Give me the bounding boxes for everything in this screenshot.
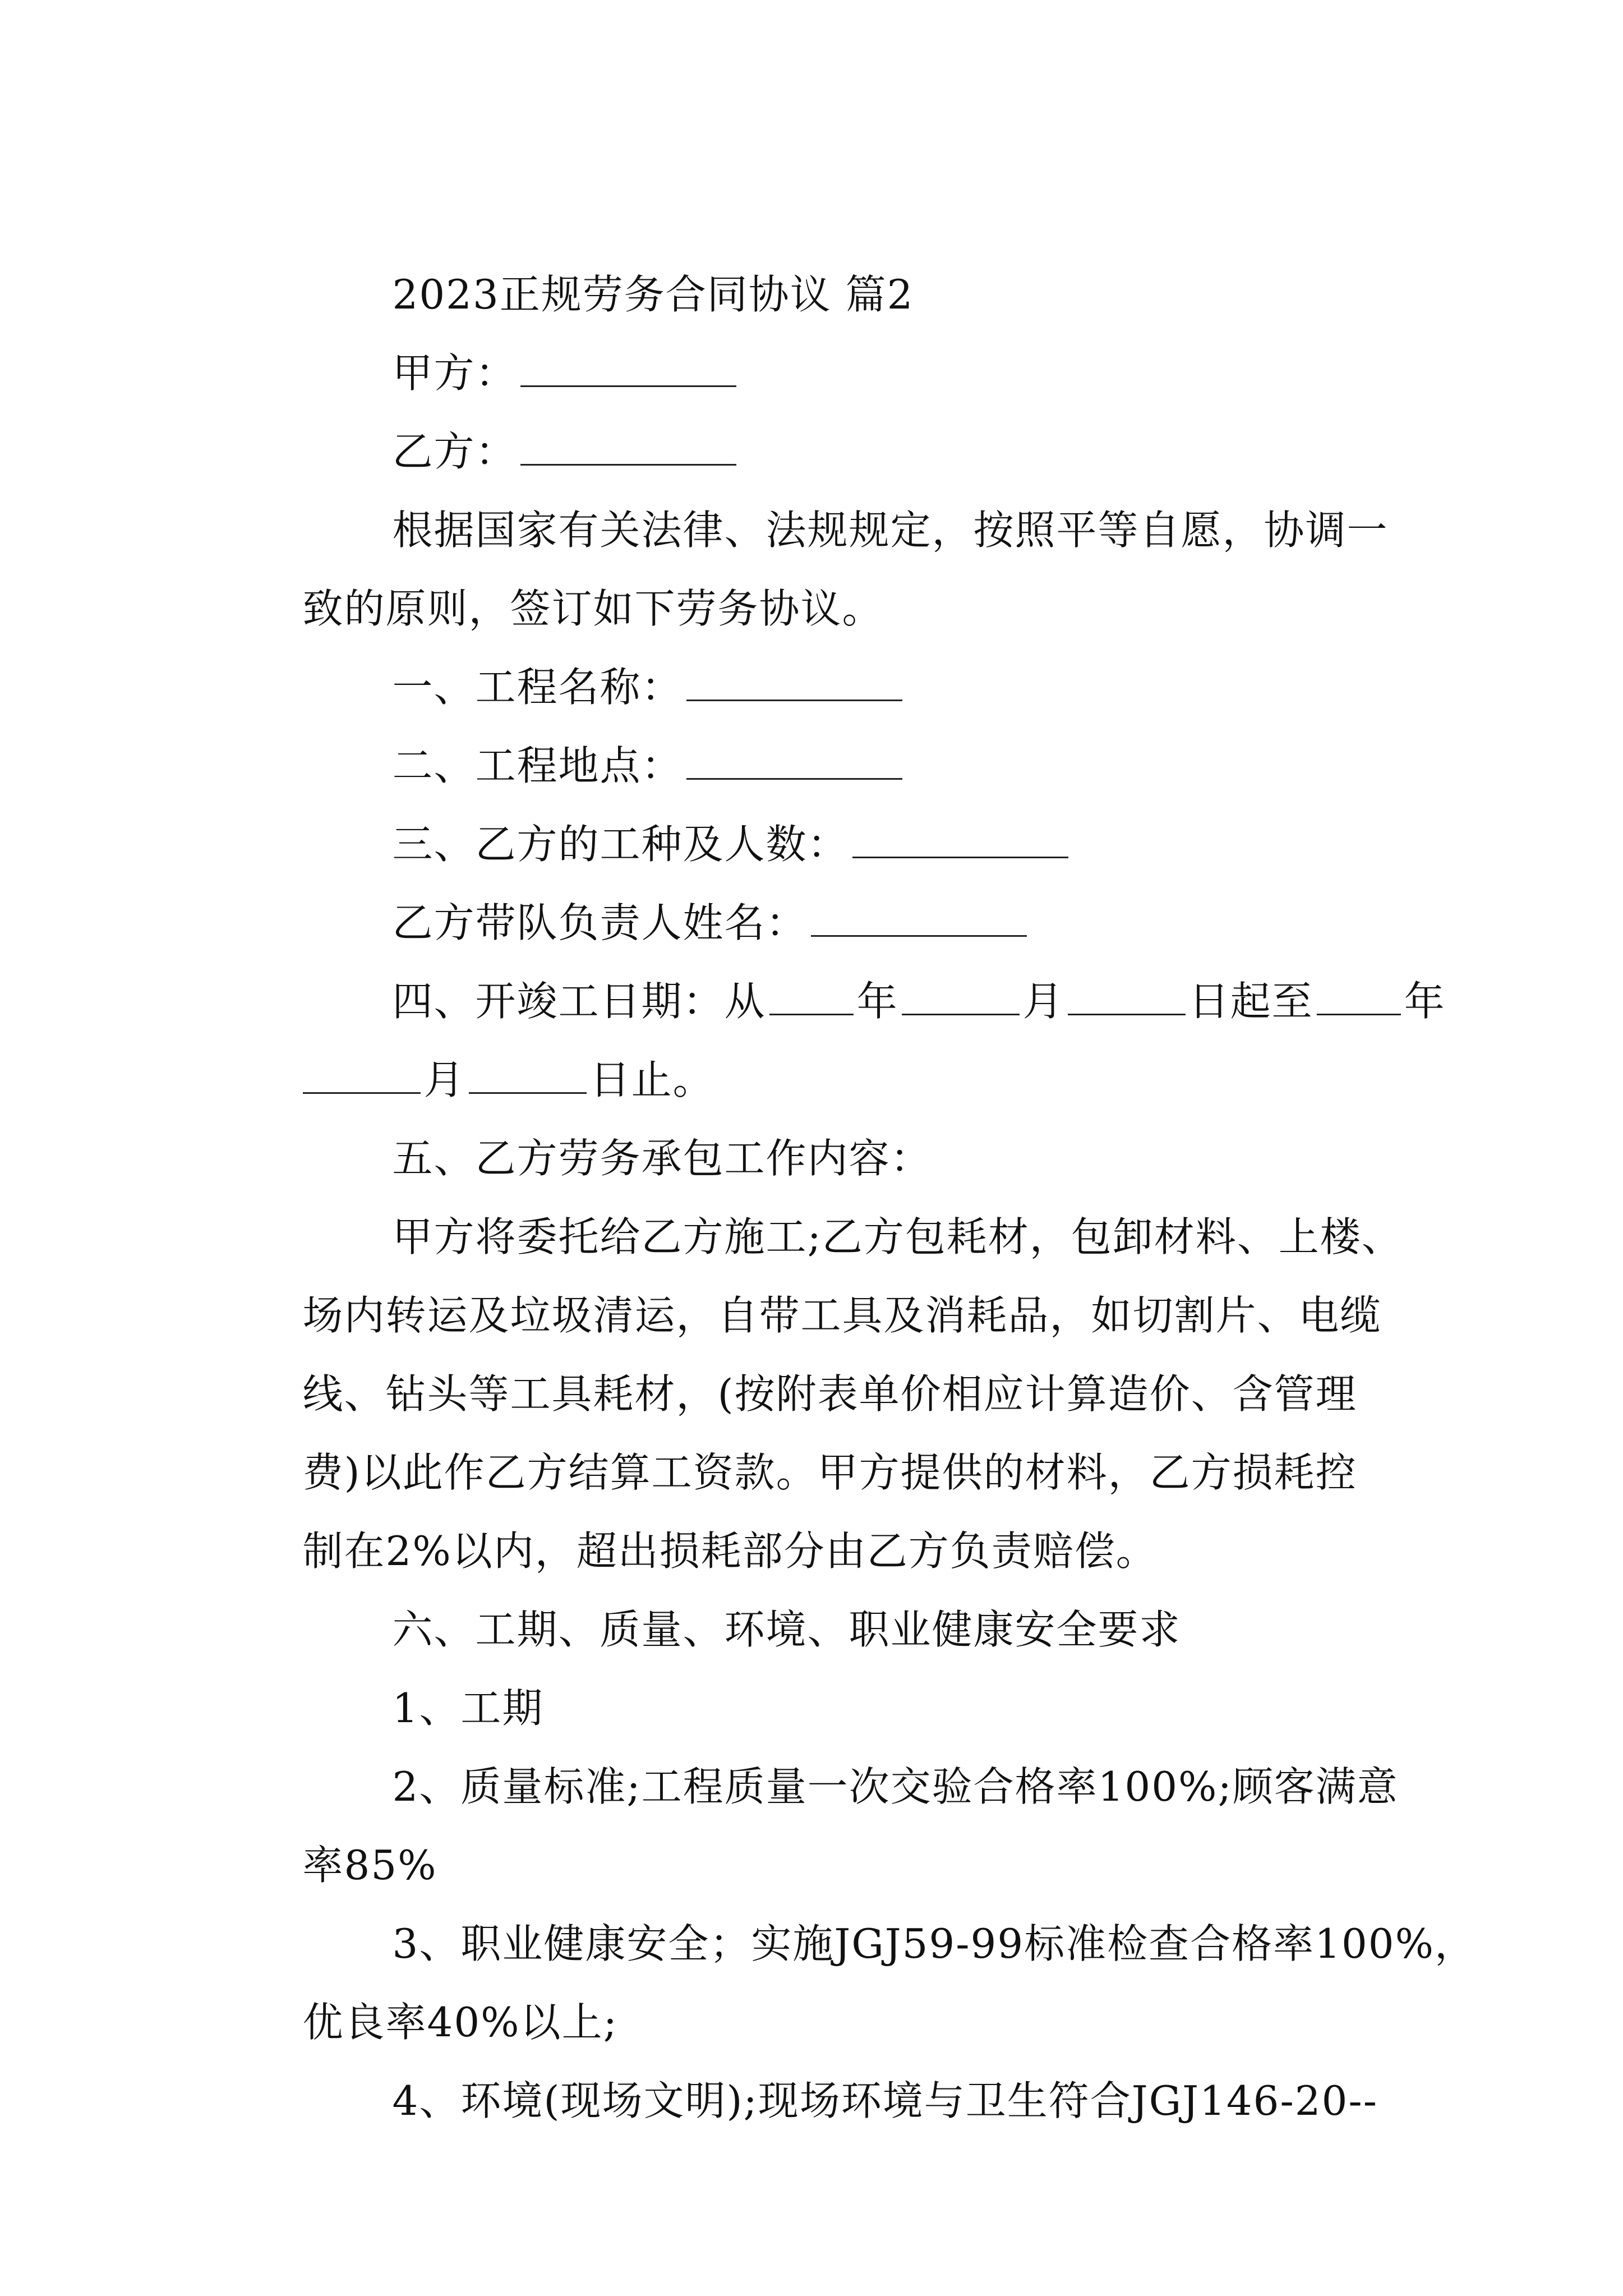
party-b-label: 乙方： [392, 428, 517, 475]
req-4-text: 4、环境(现场文明);现场环境与卫生符合JGJ146-20-- [392, 2077, 1378, 2124]
intro-text-1: 根据国家有关法律、法规规定，按照平等自愿，协调一 [392, 507, 1389, 554]
dates-prefix: 四、开竣工日期：从 [392, 978, 766, 1025]
item-5-text-1: 甲方将委托给乙方施工;乙方包耗材，包卸材料、上楼、 [392, 1213, 1403, 1260]
month-label-1: 月 [1022, 978, 1064, 1025]
req-4-row [336, 2017, 1378, 2185]
item-5-text-5: 制在2%以内，超出损耗部分由乙方负责赔偿。 [302, 1527, 1158, 1575]
year-label-2: 年 [1404, 978, 1446, 1025]
req-2-text-1: 2、质量标准;工程质量一次交验合格率100%;顾客满意 [392, 1763, 1399, 1810]
item-6-heading-text: 六、工期、质量、环境、职业健康安全要求 [392, 1606, 1181, 1653]
item-5-text-2: 场内转运及垃圾清运，自带工具及消耗品，如切割片、电缆 [302, 1292, 1382, 1339]
leader-label: 乙方带队负责人姓名： [392, 899, 808, 946]
item-5-heading-text: 五、乙方劳务承包工作内容： [392, 1135, 932, 1182]
req-3-text-2: 优良率40%以上; [302, 1999, 618, 2046]
item-5-text-3: 线、钻头等工具耗材，(按附表单价相应计算造价、含管理 [302, 1370, 1357, 1418]
day-from-label: 日起至 [1188, 978, 1313, 1025]
item-2-label: 二、工程地点： [392, 742, 683, 789]
start-day-blank[interactable] [1068, 973, 1186, 1015]
start-month-blank[interactable] [902, 973, 1020, 1015]
start-year-blank[interactable] [769, 973, 854, 1015]
party-a-label: 甲方： [392, 349, 517, 397]
title-text: 2023正规劳务合同协议 篇2 [392, 271, 914, 318]
item-5-text-4: 费)以此作乙方结算工资款。甲方提供的材料，乙方损耗控 [302, 1449, 1357, 1496]
end-year-blank[interactable] [1317, 973, 1401, 1015]
day-end-label: 日止。 [589, 1056, 714, 1103]
item-1-label: 一、工程名称： [392, 664, 683, 711]
year-label-1: 年 [856, 978, 898, 1025]
item-3-label: 三、乙方的工种及人数： [392, 821, 849, 868]
req-2-line-1 [336, 1703, 1399, 1871]
req-3-text-1: 3、职业健康安全；实施JGJ59-99标准检查合格率100%， [392, 1920, 1477, 1967]
req-2-text-2: 率85% [302, 1842, 437, 1889]
intro-text-2: 致的原则，签订如下劳务协议。 [302, 585, 884, 632]
req-1-text: 1、工期 [392, 1685, 544, 1732]
month-label-2: 月 [423, 1056, 465, 1103]
